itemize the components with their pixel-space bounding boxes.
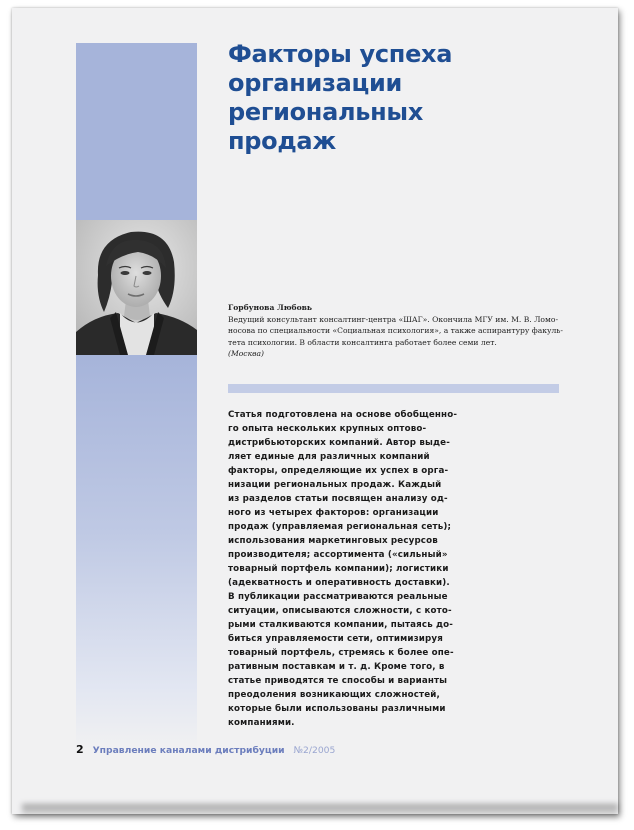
author-description-line: тета психологии. В области консалтинга работает более семи лет. — [228, 337, 497, 347]
author-portrait-image — [76, 220, 197, 355]
abstract-line: ного из четырех факторов: организации — [228, 508, 439, 518]
abstract-line: го опыта нескольких крупных оптово- — [228, 424, 427, 434]
page-shadow — [22, 804, 618, 818]
abstract-line: дистрибьюторских компаний. Автор выде- — [228, 438, 450, 448]
page-number: 2 — [76, 743, 84, 756]
abstract-line: Статья подготовлена на основе обобщенно- — [228, 410, 458, 420]
abstract-line: производителя; ассортимента («сильный» — [228, 550, 448, 560]
abstract-line: товарный портфель компании); логистики — [228, 564, 449, 574]
accent-band-top — [76, 43, 197, 220]
title-line: организации — [228, 69, 403, 97]
page-footer — [76, 743, 335, 756]
author-description-line: носова по специальности «Социальная психология», а также аспирантуру факуль- — [228, 326, 563, 336]
abstract-line: статье приводятся те способы и варианты — [228, 676, 448, 686]
article-abstract — [228, 408, 486, 730]
accent-band-bottom — [76, 355, 197, 750]
author-city: (Москва) — [228, 349, 265, 359]
abstract-line: товарный портфель, стремясь к более опе- — [228, 648, 454, 658]
abstract-line: использования маркетинговых ресурсов — [228, 536, 438, 546]
abstract-line: рыми сталкиваются компании, пытаясь до- — [228, 620, 454, 630]
abstract-line: (адекватность и оперативность доставки). — [228, 578, 450, 588]
author-photo — [76, 220, 197, 355]
title-line: Факторы успеха — [228, 40, 453, 68]
divider-bar — [228, 384, 559, 393]
title-line: региональных — [228, 98, 423, 126]
author-name: Горбунова Любовь — [228, 303, 313, 312]
abstract-line: низации региональных продаж. Каждый — [228, 480, 442, 490]
abstract-line: продаж (управляемая региональная сеть); — [228, 522, 452, 532]
abstract-line: ситуации, описываются сложности, с кото- — [228, 606, 452, 616]
article-title — [228, 40, 528, 156]
author-info — [228, 302, 568, 360]
abstract-line: ляет единые для различных компаний — [228, 452, 430, 462]
abstract-line: В публикации рассматриваются реальные — [228, 592, 448, 602]
abstract-line: факторы, определяющие их успех в орга- — [228, 466, 449, 476]
author-description-line: Ведущий консультант консалтинг-центра «ШАГ». Окончила МГУ им. М. В. Ломо- — [228, 314, 559, 324]
abstract-line: биться управляемости сети, оптимизируя — [228, 634, 443, 644]
abstract-line: преодоления возникающих сложностей, — [228, 690, 440, 700]
journal-name: Управление каналами дистрибуции — [92, 745, 285, 756]
abstract-line: компаниями. — [228, 718, 295, 728]
abstract-line: ративным поставкам и т. д. Кроме того, в — [228, 662, 445, 672]
title-line: продаж — [228, 127, 336, 155]
abstract-line: из разделов статьи посвящен анализу од- — [228, 494, 448, 504]
abstract-line: которые были использованы различными — [228, 704, 446, 714]
issue-number: №2/2005 — [293, 745, 336, 756]
